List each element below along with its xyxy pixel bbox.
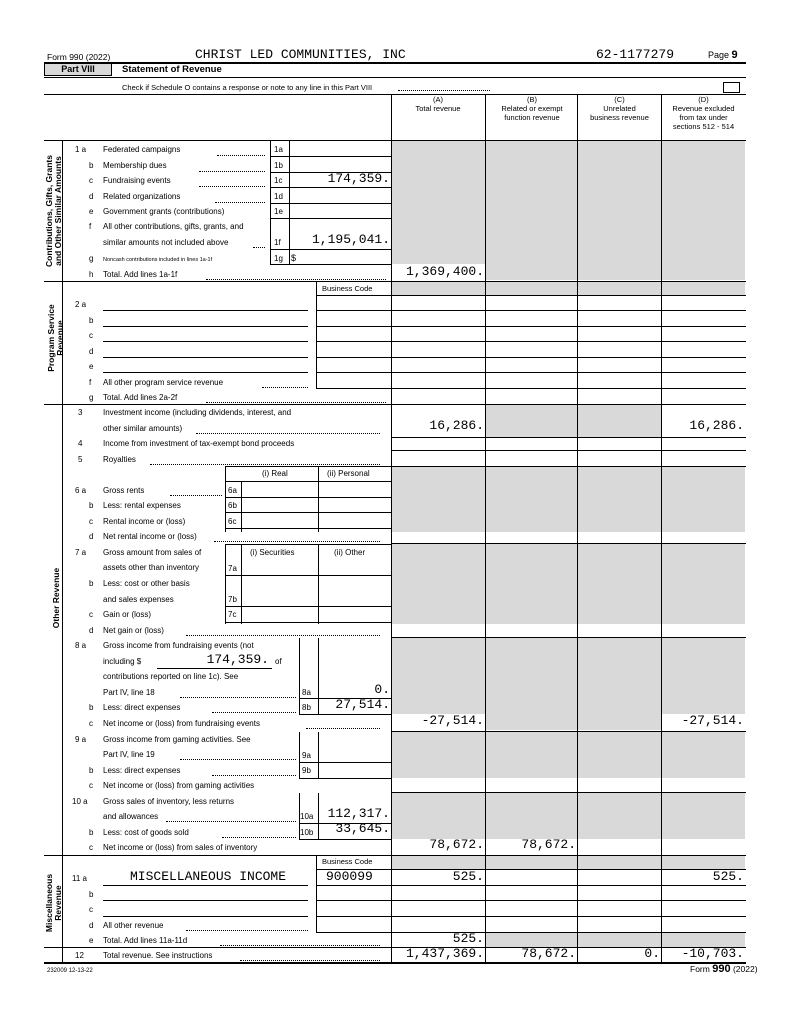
schedule-o-checkbox[interactable] — [723, 82, 740, 93]
line-3-label-b: other similar amounts) — [103, 424, 183, 433]
line-6a-label: Gross rents — [103, 486, 145, 495]
footer-form: Form 990 (2022) — [690, 963, 758, 975]
line-2g-label: Total. Add lines 2a-2f — [103, 393, 178, 402]
line-1d-label: Related organizations — [103, 192, 181, 201]
line-1e-label: Government grants (contributions) — [103, 207, 225, 216]
schedule-o-text: Check if Schedule O contains a response or note to any line in this Part VIII — [122, 83, 373, 92]
line-9c-label: Net income or (loss) from gaming activities — [103, 781, 255, 790]
value-8c-d: -27,514. — [681, 713, 744, 728]
value-10c-b: 78,672. — [521, 837, 576, 852]
line-7b-label-a: Less: cost or other basis — [103, 579, 190, 588]
page-label: Page 9 — [708, 49, 738, 61]
line-10c-label: Net income or (loss) from sales of inventory — [103, 843, 258, 852]
line-6c-label: Rental income or (loss) — [103, 517, 186, 526]
value-11a-d: 525. — [712, 869, 744, 884]
col-c-header: (C) Unrelated business revenue — [590, 95, 649, 122]
line-1c-label: Fundraising events — [103, 176, 171, 185]
value-11a-a: 525. — [452, 869, 484, 884]
line-1a-label: Federated campaigns — [103, 145, 181, 154]
line-8b-label: Less: direct expenses — [103, 703, 181, 712]
line-7d-label: Net gain or (loss) — [103, 626, 164, 635]
value-3d: 16,286. — [689, 418, 744, 433]
misc-11a-code: 900099 — [326, 869, 373, 884]
part-tag: Part VIII — [44, 63, 112, 76]
line-1h-label: Total. Add lines 1a-1f — [103, 270, 178, 279]
col-d-header: (D) Revenue excluded from tax under sections 512 - 514 — [672, 95, 735, 131]
line-10b-label: Less: cost of goods sold — [103, 828, 189, 837]
line-11d-label: All other revenue — [103, 921, 164, 930]
line-6b-label: Less: rental expenses — [103, 501, 181, 510]
line-10a-label-a: Gross sales of inventory, less returns — [103, 797, 235, 806]
col-b-header: (B) Related or exempt function revenue — [501, 95, 563, 122]
value-10b: 33,645. — [335, 821, 390, 836]
line-3-label-a: Investment income (including dividends, interest, and — [103, 408, 292, 417]
line-11e-label: Total. Add lines 11a-11d — [103, 936, 188, 945]
side-program: Program Service Revenue — [46, 304, 65, 372]
value-8a: 0. — [374, 682, 390, 697]
footer-code: 232009 12-13-22 — [47, 968, 93, 974]
line-9b-label: Less: direct expenses — [103, 766, 181, 775]
line-4-label: Income from investment of tax-exempt bond proceeds — [103, 439, 295, 448]
line-7a-label-b: assets other than inventory — [103, 563, 200, 572]
org-name: CHRIST LED COMMUNITIES, INC — [195, 47, 406, 62]
part-title: Statement of Revenue — [122, 64, 222, 75]
side-misc: Miscellaneous Revenue — [44, 873, 63, 933]
total-d: -10,703. — [681, 946, 744, 961]
side-contrib: Contributions, Gifts, Grants and Other Similar Amounts — [44, 155, 63, 267]
value-1f: 1,195,041. — [311, 232, 390, 247]
value-11e: 525. — [452, 931, 484, 946]
line-2f-label: All other program service revenue — [103, 378, 224, 387]
misc-11a-desc: MISCELLANEOUS INCOME — [130, 869, 287, 884]
form-label: Form 990 (2022) — [47, 52, 111, 62]
total-revenue-label: Total revenue. See instructions — [103, 951, 213, 960]
value-1c: 174,359. — [327, 171, 390, 186]
line-5-label: Royalties — [103, 455, 136, 464]
line-6d-label: Net rental income or (loss) — [103, 532, 197, 541]
col-a-header: (A) Total revenue — [415, 95, 461, 113]
value-10a: 112,317. — [327, 806, 390, 821]
total-a: 1,437,369. — [405, 946, 484, 961]
line-8a-label-a: Gross income from fundraising events (not — [103, 641, 254, 650]
misc-business-code: Business Code — [322, 857, 373, 866]
value-10c-a: 78,672. — [429, 837, 484, 852]
program-business-code: Business Code — [322, 284, 373, 293]
total-b: 78,672. — [521, 946, 576, 961]
value-1h: 1,369,400. — [405, 264, 484, 279]
line-8c-label: Net income or (loss) from fundraising events — [103, 719, 260, 728]
value-8c-a: -27,514. — [421, 713, 484, 728]
line-7b-label-b: and sales expenses — [103, 595, 174, 604]
line-7c-label: Gain or (loss) — [103, 610, 152, 619]
side-other: Other Revenue — [51, 567, 61, 629]
line-1f-label-b: similar amounts not included above — [103, 238, 229, 247]
value-3a: 16,286. — [429, 418, 484, 433]
line-10a-label-b: and allowances — [103, 812, 159, 821]
line-8a-label-b: including $ — [103, 657, 142, 666]
line-1g-label: Noncash contributions included in lines 1a-1f — [103, 257, 213, 263]
line-1b-label: Membership dues — [103, 161, 167, 170]
line-7a-label-a: Gross amount from sales of — [103, 548, 202, 557]
total-c: 0. — [644, 946, 660, 961]
value-8a-including: 174,359. — [206, 652, 269, 667]
line-9a-label-b: Part IV, line 19 — [103, 750, 155, 759]
line-1f-label-a: All other contributions, gifts, grants, and — [103, 222, 244, 231]
line-8a-label-c: contributions reported on line 1c). See — [103, 672, 239, 681]
line-9a-label-a: Gross income from gaming activities. See — [103, 735, 251, 744]
value-8b: 27,514. — [335, 697, 390, 712]
line-8a-label-d: Part IV, line 18 — [103, 688, 155, 697]
ein: 62-1177279 — [596, 47, 675, 62]
